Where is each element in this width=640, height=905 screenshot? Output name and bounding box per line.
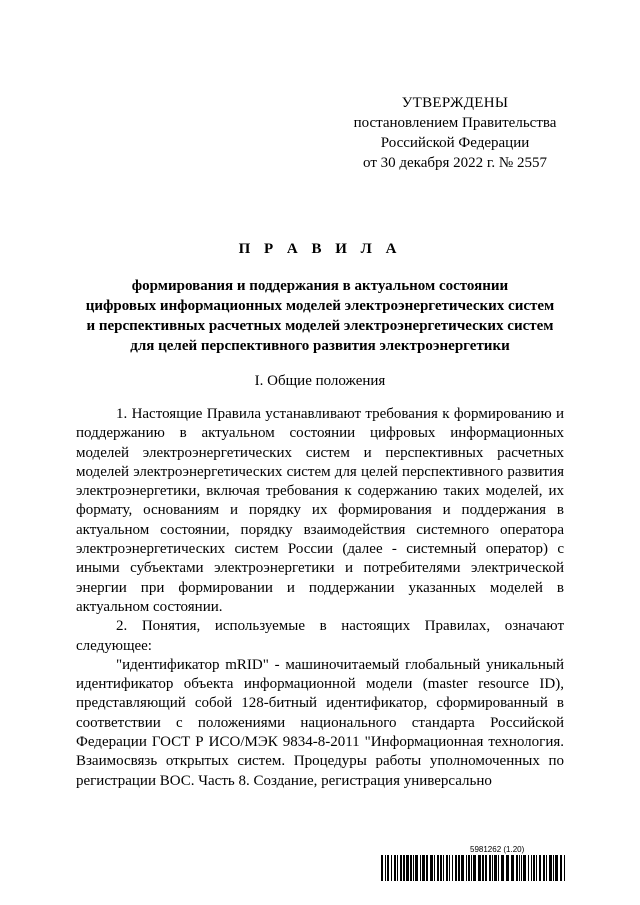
paragraph-1: 1. Настоящие Правила устанавливают требования к формированию и поддержанию в актуальном состоянии цифровых информационных моделей электроэнергетических систем и перспективных расчетных моделей электроэнергетических систем для целей перспективного развития электроэнергетики, включая требования к содержанию таких моделей, их формату, основаниям и порядку их формирования и поддержания в актуальном состоянии, порядку взаимодействия системного оператора электроэнергетических систем России (далее - системный оператор) с иными субъектами электроэнергетики и потребителями электрической энергии при формировании и поддержании указанных моделей в актуальном состоянии. [76, 406, 564, 615]
approval-line-1: постановлением Правительства [353, 115, 557, 131]
document-body [76, 405, 564, 791]
title-line-3: и перспективных расчетных моделей электроэнергетических систем [86, 318, 554, 334]
approval-line-2: Российской Федерации [380, 135, 530, 151]
title-line-1: формирования и поддержания в актуальном состоянии [131, 278, 509, 294]
barcode-number: 5981262 (1.20) [470, 845, 525, 854]
approval-block [340, 93, 570, 173]
barcode-icon [381, 855, 567, 881]
paragraph-3: "идентификатор mRID" - машиночитаемый глобальный уникальный идентификатор объекта информационной модели (master resource ID), представляющий собой 128-битный идентификатор, сформированный в соответствии с положениями национального стандарта Российской Федерации ГОСТ Р ИСО/МЭК 9834-8-2011 "Информационная технология. Взаимосвязь открытых систем. Процедуры работы уполномоченных по регистрации ВОС. Часть 8. Создание, регистрация универсально [76, 656, 564, 789]
title-line-4: для целей перспективного развития электроэнергетики [130, 338, 510, 354]
section-heading: I. Общие положения [254, 373, 386, 389]
document-title [60, 239, 580, 356]
title-main: П Р А В И Л А [238, 241, 402, 257]
approval-line-3: от 30 декабря 2022 г. № 2557 [363, 155, 547, 171]
title-line-2: цифровых информационных моделей электроэнергетических систем [85, 298, 555, 314]
approval-heading: УТВЕРЖДЕНЫ [401, 95, 509, 111]
paragraph-2: 2. Понятия, используемые в настоящих Правилах, означают следующее: [76, 618, 564, 654]
